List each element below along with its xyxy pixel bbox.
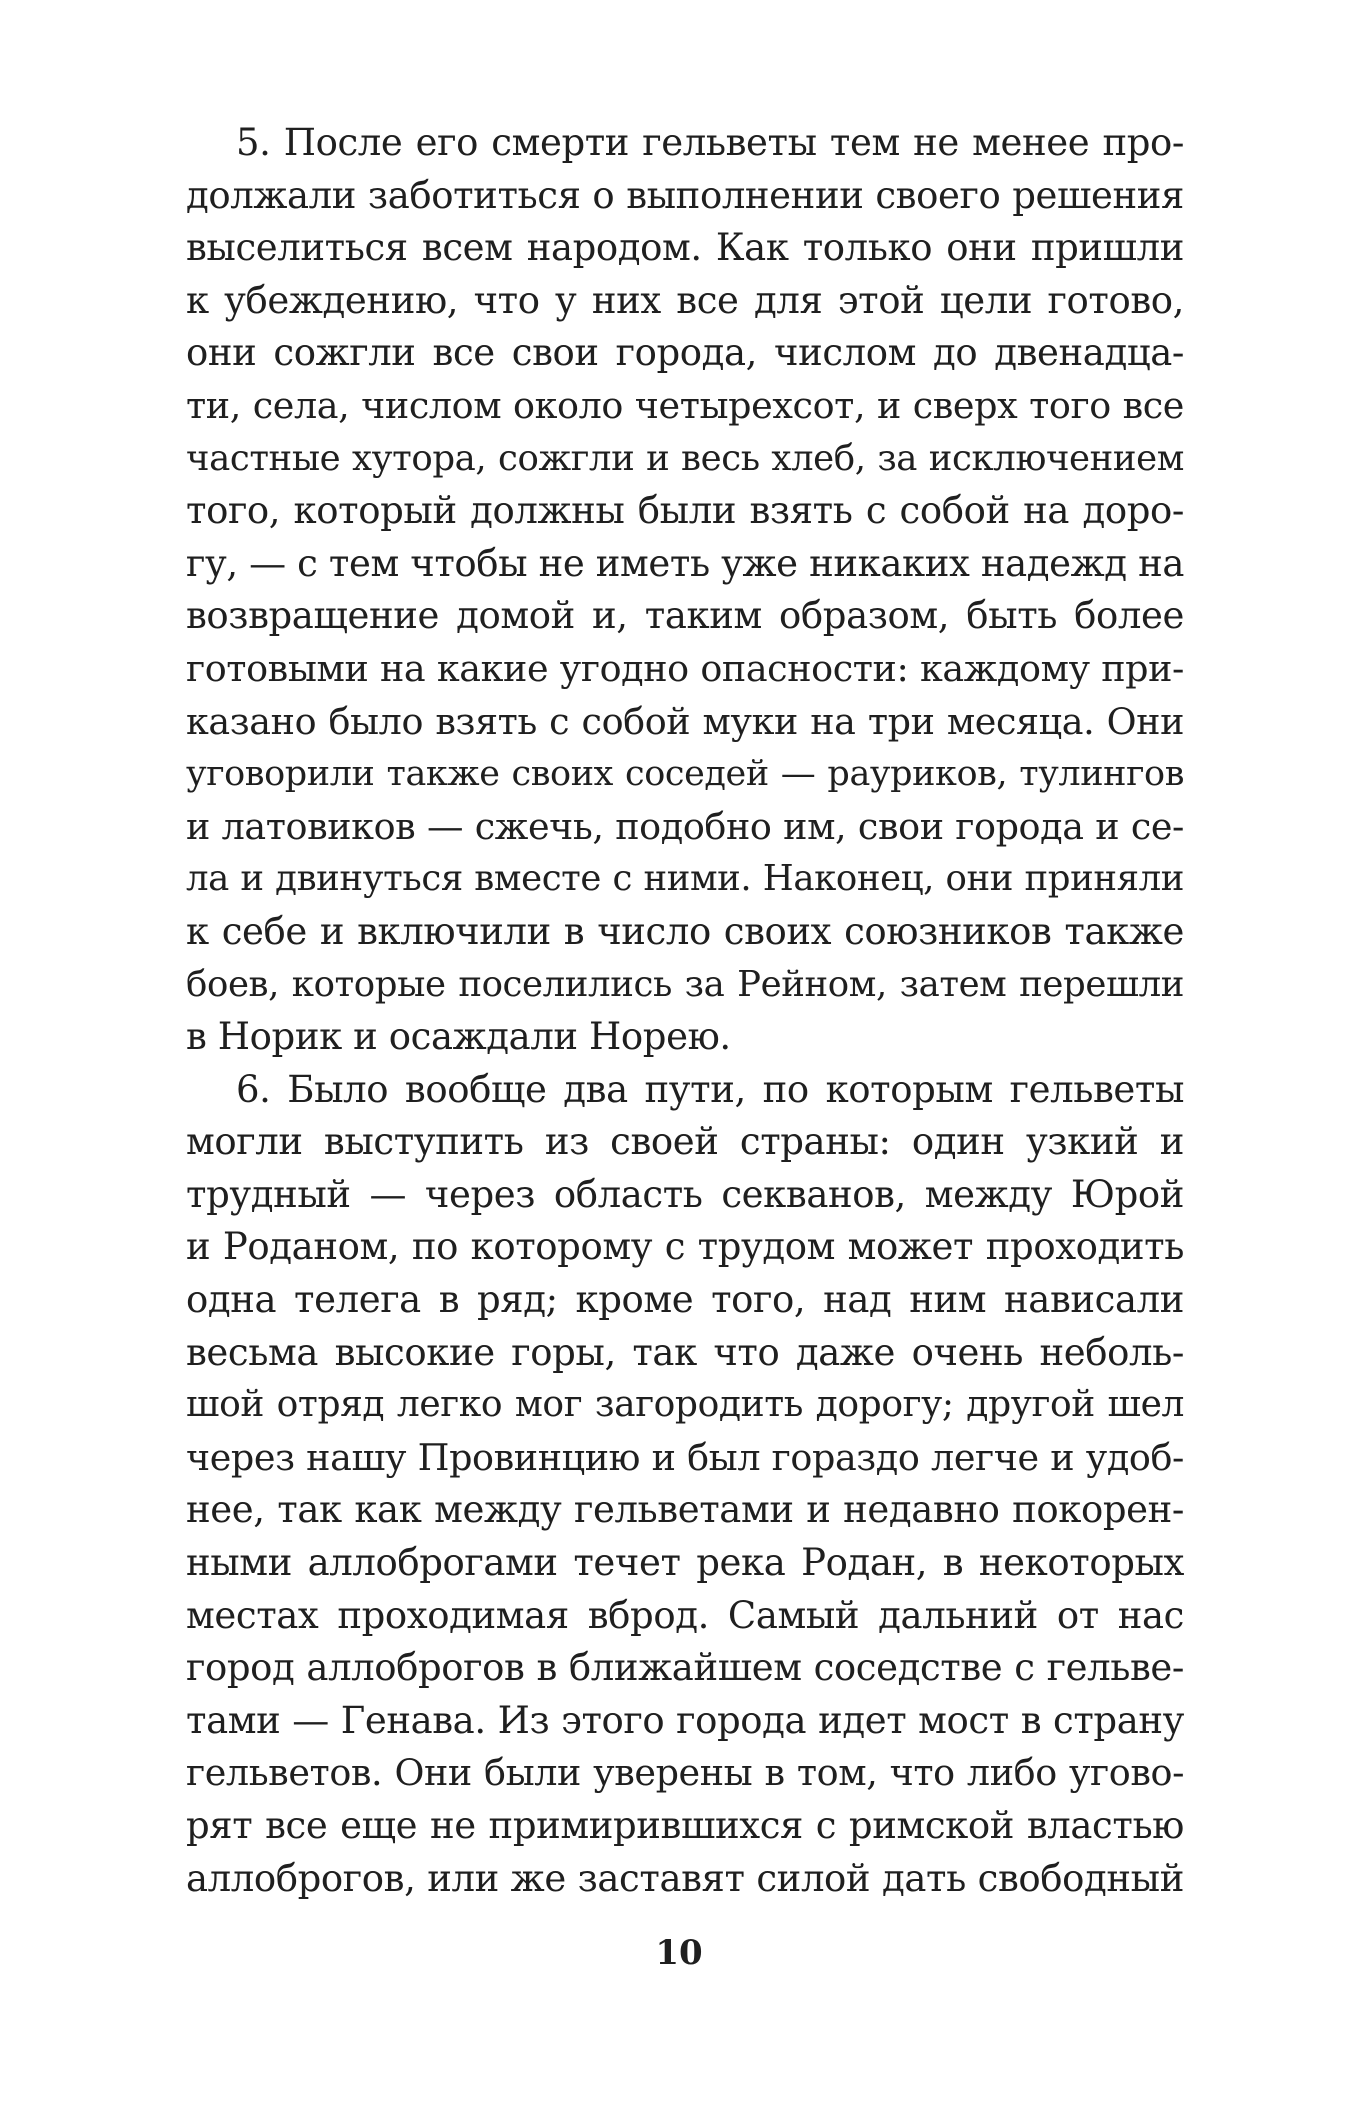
text-line: город аллоброгов в ближайшем соседстве с гельве-	[186, 1646, 1184, 1690]
text-line: казано было взять с собой муки на три месяца. Они	[186, 699, 1184, 743]
text-line: местах проходимая вброд. Самый дальний от нас	[186, 1593, 1184, 1637]
text-line: ла и двинуться вместе с ними. Наконец, они приняли	[186, 858, 1184, 900]
text-line: боев, которые поселились за Рейном, затем перешли	[186, 963, 1184, 1005]
text-line: тами — Генава. Из этого города идет мост в страну	[186, 1698, 1184, 1742]
text-line: аллоброгов, или же заставят силой дать свободный	[186, 1856, 1184, 1900]
text-line: к себе и включили в число своих союзников также	[186, 909, 1184, 953]
text-line: 5. После его смерти гельветы тем не менее про-	[236, 121, 1184, 164]
text-line: через нашу Провинцию и был гораздо легче и удоб-	[186, 1435, 1184, 1479]
page-number: 10	[655, 1933, 703, 1973]
text-line: они сожгли все свои города, числом до двенадца-	[186, 331, 1184, 375]
text-line: выселиться всем народом. Как только они пришли	[186, 226, 1184, 270]
paragraph	[186, 1064, 1184, 1906]
text-line: могли выступить из своей страны: один узкий и	[186, 1120, 1184, 1164]
text-line: гу, — с тем чтобы не иметь уже никаких надежд на	[186, 541, 1184, 585]
paragraph	[186, 117, 1184, 1064]
text-line: ными аллоброгами течет река Родан, в некоторых	[186, 1541, 1184, 1585]
text-line: частные хутора, сожгли и весь хлеб, за исключением	[186, 437, 1184, 479]
text-line: одна телега в ряд; кроме того, над ним нависали	[186, 1278, 1184, 1322]
text-line: рят все еще не примирившихся с римской властью	[186, 1804, 1184, 1847]
text-line: 6. Было вообще два пути, по которым гельветы	[236, 1067, 1184, 1111]
text-line: ти, села, числом около четырехсот, и сверх того все	[186, 383, 1184, 427]
text-line: шой отряд легко мог загородить дорогу; другой шел	[186, 1384, 1184, 1426]
text-line: должали заботиться о выполнении своего решения	[186, 173, 1184, 217]
text-line: весьма высокие горы, так что даже очень неболь-	[186, 1330, 1184, 1374]
text-line: нее, так как между гельветами и недавно покорен-	[186, 1488, 1184, 1532]
text-line: к убеждению, что у них все для этой цели готово,	[186, 278, 1184, 322]
text-line: того, который должны были взять с собой на доро-	[186, 489, 1184, 533]
text-line: в Норик и осаждали Норею.	[186, 1015, 731, 1059]
text-line: и Роданом, по которому с трудом может проходить	[186, 1225, 1184, 1269]
text-line: возвращение домой и, таким образом, быть более	[186, 594, 1184, 638]
text-line: гельветов. Они были уверены в том, что либо угово-	[186, 1751, 1184, 1795]
text-line: трудный — через область секванов, между Юрой	[186, 1172, 1184, 1216]
text-line: уговорили также своих соседей — рауриков, тулингов	[186, 754, 1184, 795]
text-line: и латовиков — сжечь, подобно им, свои города и се-	[186, 804, 1184, 848]
body-text	[186, 117, 1184, 1905]
text-line: готовыми на какие угодно опасности: каждому при-	[186, 646, 1184, 690]
